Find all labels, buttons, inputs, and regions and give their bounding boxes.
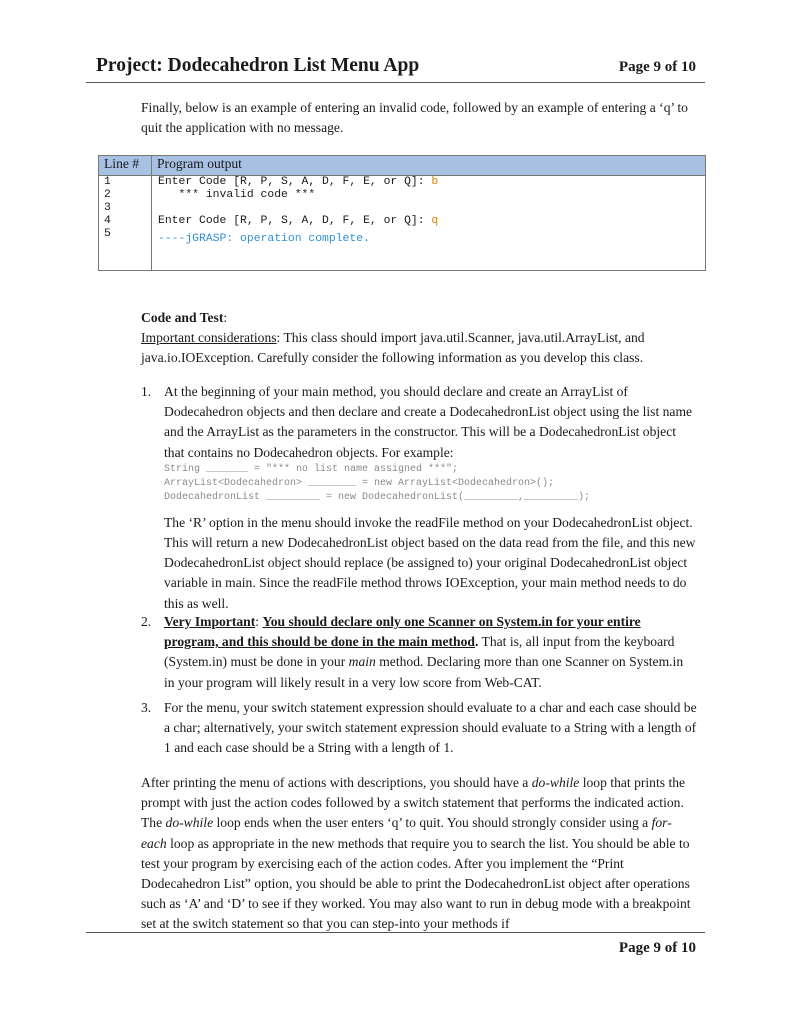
- output-line-3: [158, 202, 705, 215]
- output-line-4: [158, 215, 705, 228]
- important-considerations-label: Important considerations: [141, 330, 277, 345]
- item-3-text: For the menu, your switch statement expression should evaluate to a char and each case should be a char; alternatively, your switch statement expression should evaluate to a String with a length of 1 and each case should be a String with a length of 1.: [164, 700, 697, 756]
- output-input-4: q: [431, 215, 439, 228]
- program-output: [152, 176, 706, 271]
- program-output-table: [98, 155, 706, 271]
- line-numbers: 1 2 3 4 5: [99, 176, 152, 271]
- footer-rule: [86, 932, 705, 933]
- table-header-output: Program output: [152, 156, 706, 176]
- output-line-5: ----jGRASP: operation complete.: [158, 233, 370, 246]
- footer-page-number: Page 9 of 10: [618, 940, 696, 956]
- item-2-text: Very Important: You should declare only one Scanner on System.in for your entire program, and this should be done in the main method. That is, all input from the keyboard (System.in) must be done in your main method. Declaring more than one Scanner on System.in in your program will likely result in a very low score from Web-CAT.: [164, 614, 684, 690]
- code-line-2: ArrayList<Dodecahedron> ________ = new ArrayList<Dodecahedron>();: [164, 477, 555, 489]
- header-page-number: Page 9 of 10: [618, 59, 696, 75]
- code-line-1: String _______ = "*** no list name assigned ***";: [164, 463, 459, 475]
- document-title: Project: Dodecahedron List Menu App: [96, 55, 420, 76]
- output-prompt-1: Enter Code [R, P, S, A, D, F, E, or Q]:: [158, 176, 432, 188]
- code-and-test-heading: Code and Test:: [141, 310, 228, 325]
- code-line-3: DodecahedronList _________ = new DodecahedronList(_________,_________);: [164, 491, 591, 503]
- header-rule: [86, 82, 705, 83]
- output-input-1: b: [431, 176, 439, 188]
- intro-paragraph: Finally, below is an example of entering an invalid code, followed by an example of entering a ‘q’ to quit the application with no message.: [141, 100, 688, 136]
- closing-paragraph: After printing the menu of actions with descriptions, you should have a do-while loop that prints the prompt with just the action codes followed by a switch statement that performs the indicated action. The do-while loop ends when the user enters ‘q’ to quit. You should strongly consider using a for-each loop as appropriate in the new methods that require you to search the list. You should be able to test your program by exercising each of the action codes. After you implement the “Print Dodecahedron List” option, you should be able to print the DodecahedronList object after operations such as ‘A’ and ‘D’ to see if they worked. You may also want to run in debug mode with a breakpoint set at the switch statement so that you can step-into your methods if: [141, 775, 691, 932]
- output-line-2: *** invalid code ***: [158, 189, 316, 202]
- important-considerations: Important considerations: This class should import java.util.Scanner, java.util.ArrayList, and java.io.IOException. Carefully consider the following information as you develop this class.: [141, 330, 645, 366]
- item-1-text: At the beginning of your main method, you should declare and create an ArrayList of Dodecahedron objects and then declare and create a DodecahedronList object using the list name and the ArrayList as the parameters in the constructor. This will be a DodecahedronList object that contains no Dodecahedron objects. For example:: [164, 384, 693, 460]
- table-header-line: Line #: [99, 156, 152, 176]
- output-prompt-4: Enter Code [R, P, S, A, D, F, E, or Q]:: [158, 215, 432, 228]
- output-line-1: [158, 176, 705, 189]
- item-1-followup: The ‘R’ option in the menu should invoke the readFile method on your DodecahedronList object. This will return a new DodecahedronList object based on the data read from the file, and this new DodecahedronList object should replace (be assigned to) your original DodecahedronList object variable in main. Since the readFile method throws IOException, your main method needs to do this as well.: [164, 514, 696, 611]
